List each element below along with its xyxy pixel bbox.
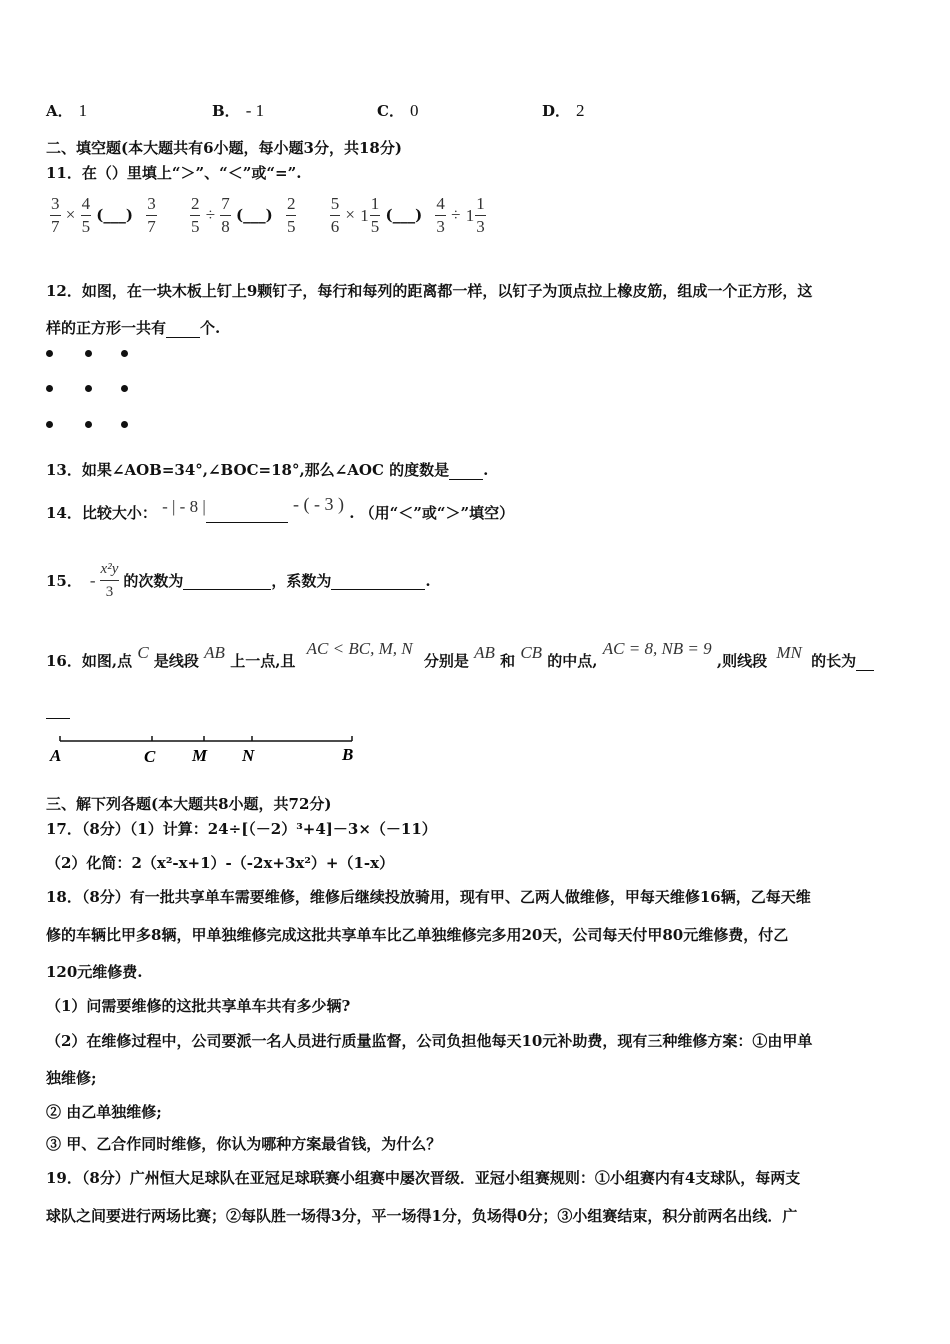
q12-line1: 12．如图，在一块木板上钉上9颗钉子，每行和每列的距离都一样，以钉子为顶点拉上橡皮筋，组成一个正方形，这 xyxy=(46,282,813,300)
label-a: A xyxy=(50,746,62,765)
q16-text: 16．如图,点 C 是线段 AB 上一点,且 AC < BC, M, N 分别是 AB 和 CB 的中点, AC = 8, NB = 9 ,则线段 MN 的长为 xyxy=(46,650,874,671)
q11-blank3: (___) xyxy=(385,205,423,224)
label-b: B xyxy=(342,745,354,764)
nail-dot xyxy=(85,385,92,392)
q11-expressions xyxy=(50,195,486,236)
segment-figure xyxy=(40,730,370,770)
section3-title: 三、解下列各题(本大题共8小题，共72分) xyxy=(46,795,332,813)
q18-sub1: （1）问需要维修的这批共享单车共有多少辆? xyxy=(46,997,351,1015)
q18-line3: 120元维修费. xyxy=(46,963,143,981)
q16-blank-continued xyxy=(46,718,70,719)
q11-expr1: $\frac{3}{7}$ × $\frac{4}{5}$ (___) $\frac{3}{7}$ xyxy=(51,194,156,236)
q11-expr3: $\frac{5}{6}$ × 1 $\frac{1}{5}$ (___) $\frac{4}{3}$ ÷ 1 $\frac{1}{3}$ xyxy=(330,194,485,236)
nail-dot xyxy=(46,421,53,428)
q19-line2: 球队之间要进行两场比赛；②每队胜一场得3分，平一场得1分，负场得0分；③小组赛结束，积分前两名出线．广 xyxy=(46,1207,798,1225)
q19-line1: 19．（8分）广州恒大足球队在亚冠足球联赛小组赛中屡次晋级．亚冠小组赛规则：①小组赛内有4支球队，每两支 xyxy=(46,1169,801,1187)
nail-dot xyxy=(85,421,92,428)
nail-dot xyxy=(46,385,53,392)
q13-text: 13．如果∠AOB=34°,∠BOC=18°,那么∠AOC 的度数是 . xyxy=(46,461,489,479)
q14-text: 14．比较大小： - | - 8 | - ( - 3 ) . （用“＜”或“＞”填空） xyxy=(46,494,515,522)
q12-line2: 样的正方形一共有 个. xyxy=(46,319,221,337)
q18-sub2c: ② 由乙单独维修; xyxy=(46,1103,162,1121)
q11-expr2: $\frac{2}{5}$ ÷ $\frac{7}{8}$ (___) $\frac{2}{5}$ xyxy=(190,194,296,236)
q18-line1: 18．（8分）有一批共享单车需要维修，维修后继续投放骑用，现有甲、乙两人做维修，甲每天维修16辆，乙每天维 xyxy=(46,888,811,906)
option-d: D． 2 xyxy=(542,101,585,120)
label-c: C xyxy=(144,747,156,766)
option-c: C． 0 xyxy=(377,101,419,120)
label-m: M xyxy=(192,746,208,765)
section2-title: 二、填空题(本大题共有6小题，每小题3分，共18分) xyxy=(46,139,402,157)
q18-sub2d: ③ 甲、乙合作同时维修，你认为哪种方案最省钱，为什么？ xyxy=(46,1135,442,1153)
nail-dot xyxy=(121,350,128,357)
option-b: B． - 1 xyxy=(212,101,265,120)
q18-sub2a: （2）在维修过程中，公司要派一名人员进行质量监督，公司负担他每天10元补助费，现有三种维修方案：①由甲单 xyxy=(46,1032,813,1050)
q15-text: 15． - $\frac{\text{x²y}}{3}$ 的次数为 ，系数为 . xyxy=(46,561,431,600)
q11-blank1: (___) xyxy=(96,205,133,224)
nail-dot xyxy=(46,350,53,357)
option-a: A． 1 xyxy=(46,101,88,120)
q17-line2: （2）化简：2（x²-x+1）-（-2x+3x²）+（1-x） xyxy=(46,854,395,872)
nail-dot xyxy=(121,385,128,392)
nail-dot xyxy=(85,350,92,357)
q18-line2: 修的车辆比甲多8辆，甲单独维修完成这批共享单车比乙单独维修完多用20天，公司每天付甲80元维修费，付乙 xyxy=(46,926,789,944)
nail-dot xyxy=(121,421,128,428)
q11-text: 11．在（）里填上“＞”、“＜”或“=”. xyxy=(46,164,302,182)
label-n: N xyxy=(242,746,255,765)
q11-blank2: (___) xyxy=(236,205,273,224)
q18-sub2b: 独维修; xyxy=(46,1069,97,1087)
q17-line1: 17．（8分）（1）计算：24÷[（－2）³+4]－3×（－11） xyxy=(46,820,437,838)
